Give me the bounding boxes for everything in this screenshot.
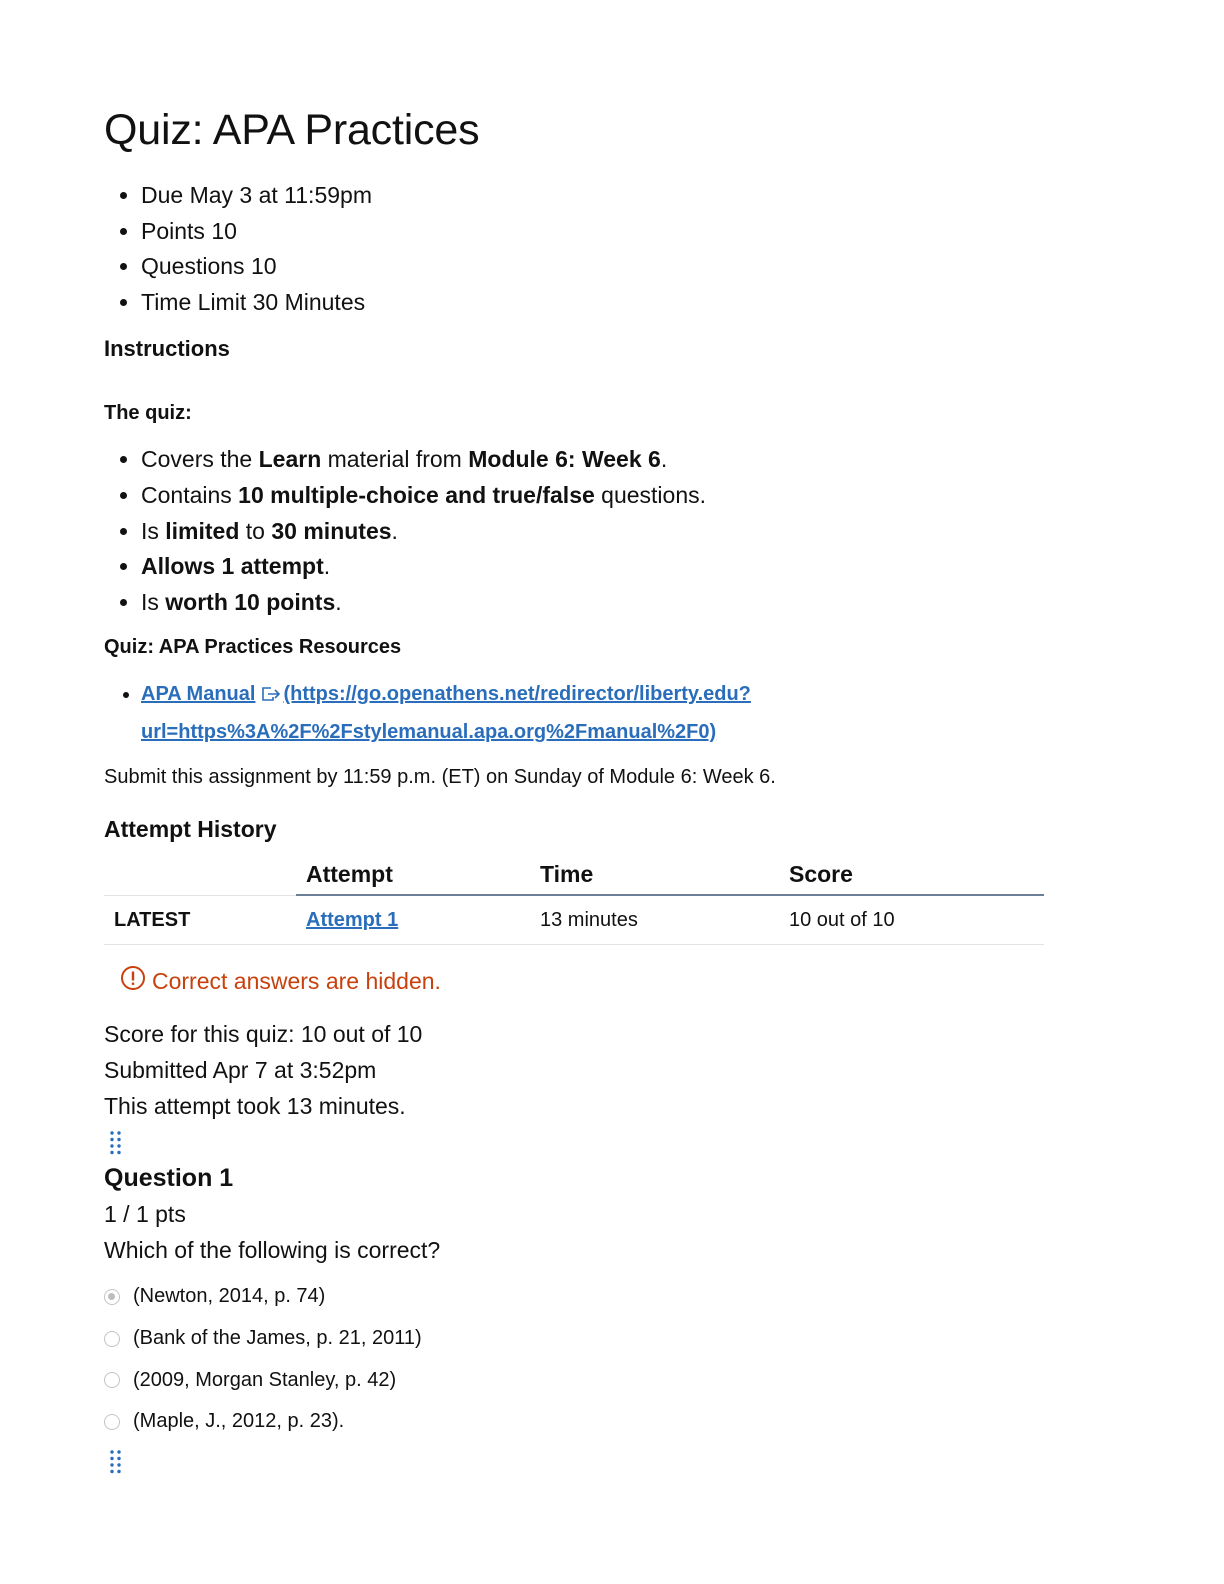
answer-label: (Maple, J., 2012, p. 23).: [133, 1410, 345, 1433]
drag-handle-icon[interactable]: [106, 1130, 1104, 1156]
quiz-meta-list: [104, 178, 1104, 320]
question-1: [104, 1160, 1104, 1442]
question-points: 1 / 1 pts: [104, 1201, 186, 1228]
page-title: Quiz: APA Practices: [104, 106, 480, 154]
list-item: • Contains 10 multiple-choice and true/false questions.: [141, 478, 1104, 514]
duration-summary: This attempt took 13 minutes.: [104, 1092, 406, 1119]
answer-label: (2009, Morgan Stanley, p. 42): [133, 1368, 397, 1391]
answer-label: (Newton, 2014, p. 74): [133, 1285, 326, 1308]
warning-icon: [120, 965, 152, 997]
column-header-blank: [104, 854, 296, 895]
answer-radio-selected[interactable]: [104, 1289, 120, 1305]
question-text: Which of the following is correct?: [104, 1237, 441, 1264]
list-item: • Covers the Learn material from Module 6: Week 6.: [141, 442, 1104, 478]
answer-option: [104, 1359, 1104, 1401]
answer-label: (Bank of the James, p. 21, 2011): [133, 1327, 422, 1350]
attempt-history-heading: Attempt History: [104, 816, 277, 843]
attempt-cell: [296, 895, 530, 945]
apa-manual-link[interactable]: APA Manual: [141, 683, 256, 706]
attempt-1-link[interactable]: Attempt 1: [306, 908, 399, 931]
list-item: • Is limited to 30 minutes.: [141, 514, 1104, 550]
external-link-icon: [261, 678, 281, 714]
attempt-history-table: [104, 854, 1044, 945]
time-cell: 13 minutes: [530, 895, 779, 945]
quiz-heading: The quiz:: [104, 402, 192, 425]
answer-radio[interactable]: [104, 1414, 120, 1430]
table-header-row: [104, 854, 1044, 895]
drag-handle-icon[interactable]: [106, 1449, 1104, 1475]
answer-options: [104, 1276, 1104, 1442]
meta-points: • Points 10: [141, 214, 1104, 250]
column-header-score: Score: [779, 854, 1044, 895]
resource-item: [141, 676, 1104, 750]
apa-manual-url-line2[interactable]: url=https%3A%2F%2Fstylemanual.apa.org%2Fmanual%2F0): [141, 721, 717, 744]
correct-answers-hidden-notice: [120, 965, 1104, 997]
score-summary: Score for this quiz: 10 out of 10: [104, 1021, 423, 1048]
latest-label: LATEST: [104, 895, 296, 945]
quiz-page: [104, 100, 1104, 1479]
column-header-time: Time: [530, 854, 779, 895]
submit-note: Submit this assignment by 11:59 p.m. (ET) on Sunday of Module 6: Week 6.: [104, 766, 776, 789]
instructions-heading: Instructions: [104, 336, 230, 362]
table-row: [104, 895, 1044, 945]
column-header-attempt: Attempt: [296, 854, 530, 895]
question-title: Question 1: [104, 1164, 234, 1193]
quiz-points-list: [104, 442, 1104, 620]
list-item: • Allows 1 attempt.: [141, 549, 1104, 585]
meta-questions: • Questions 10: [141, 249, 1104, 285]
apa-manual-url-line1[interactable]: (https://go.openathens.net/redirector/liberty.edu?: [283, 683, 751, 706]
hidden-note-text: Correct answers are hidden.: [152, 967, 441, 994]
meta-time-limit: • Time Limit 30 Minutes: [141, 285, 1104, 321]
resources-heading: Quiz: APA Practices Resources: [104, 636, 402, 659]
meta-due: • Due May 3 at 11:59pm: [141, 178, 1104, 214]
answer-option: [104, 1401, 1104, 1443]
answer-radio[interactable]: [104, 1331, 120, 1347]
resources-list: [104, 676, 1104, 750]
answer-radio[interactable]: [104, 1372, 120, 1388]
score-cell: 10 out of 10: [779, 895, 1044, 945]
answer-option: [104, 1318, 1104, 1360]
list-item: • Is worth 10 points.: [141, 585, 1104, 621]
answer-option: [104, 1276, 1104, 1318]
submitted-summary: Submitted Apr 7 at 3:52pm: [104, 1056, 377, 1083]
quiz-summary: [104, 1017, 1104, 1124]
